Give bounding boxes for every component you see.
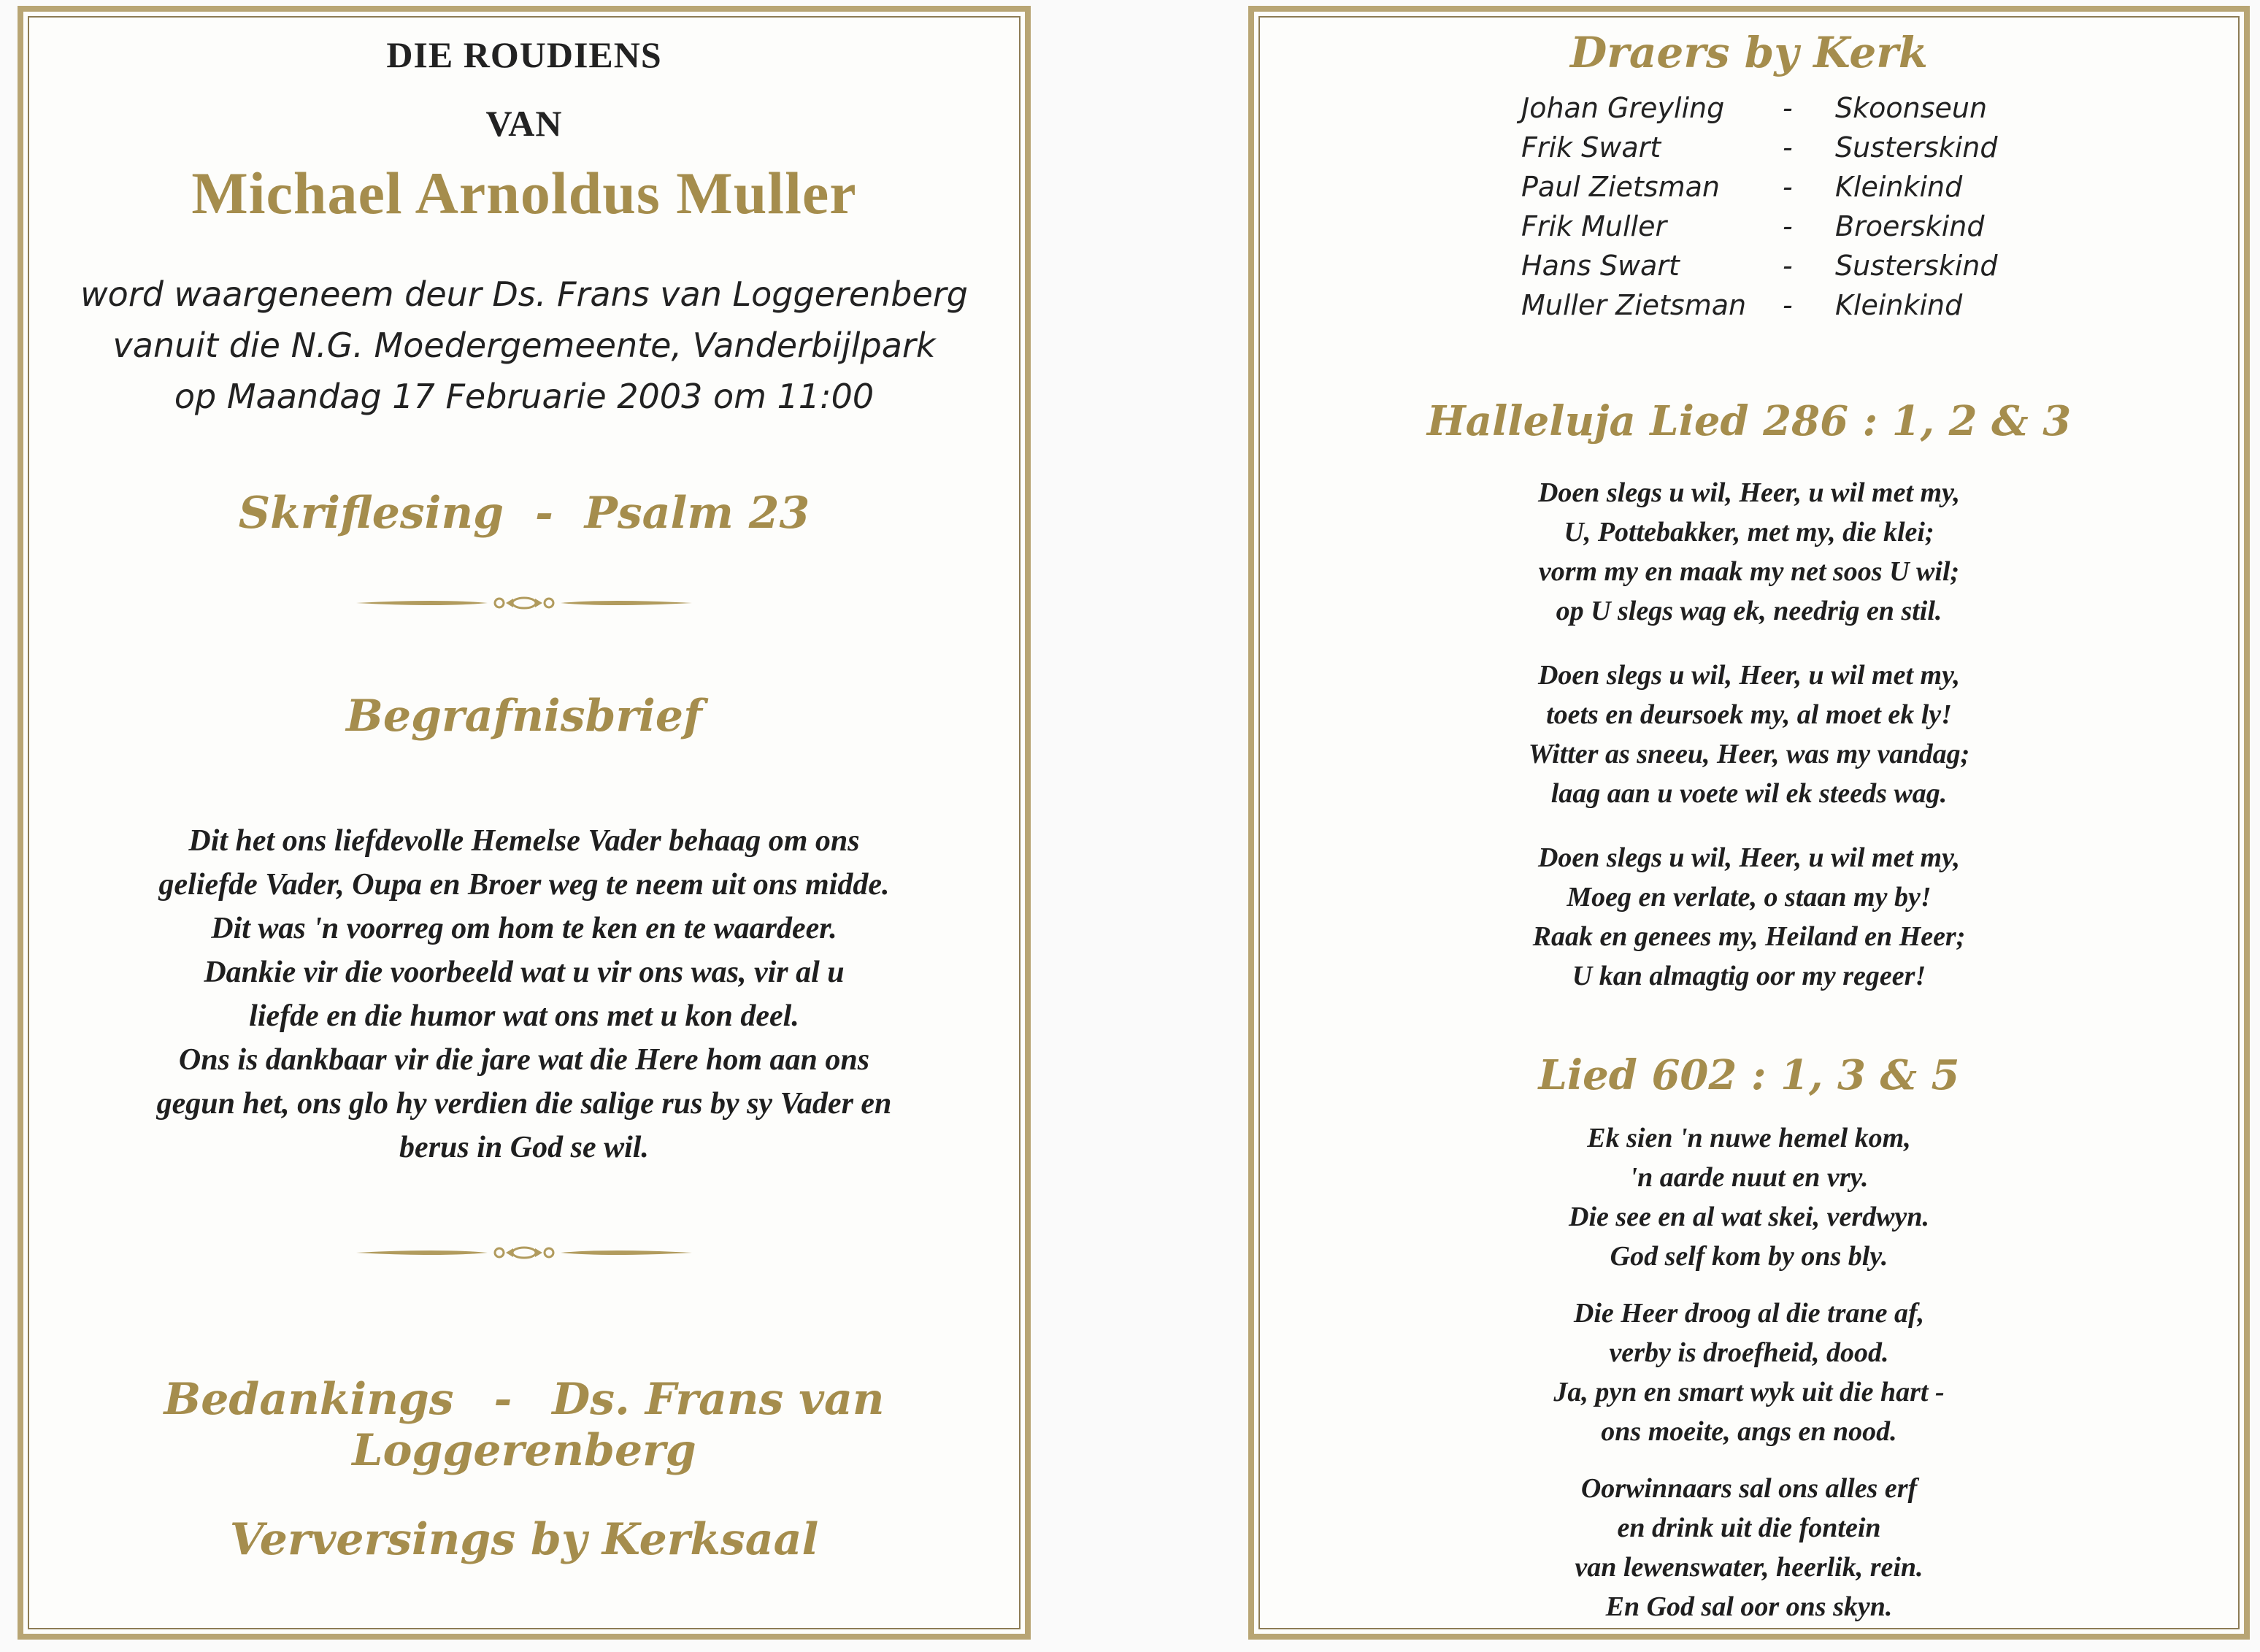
- letter-line: liefde en die humor wat ons met u kon deel.: [249, 999, 799, 1033]
- pallbearer-dash: -: [1783, 250, 1793, 282]
- list-item: [1521, 131, 2032, 171]
- verse-line: Ek sien 'n nuwe hemel kom,: [1587, 1123, 1911, 1153]
- verse-line: van lewenswater, heerlik, rein.: [1575, 1552, 1923, 1583]
- verse-line: ons moeite, angs en nood.: [1601, 1416, 1897, 1447]
- pallbearers-list: [1521, 92, 2032, 329]
- letter-line: gegun het, ons glo hy verdien die salige rus by sy Vader en: [156, 1087, 892, 1121]
- pallbearer-dash: -: [1783, 210, 1793, 242]
- verse-line: vorm my en maak my net soos U wil;: [1538, 556, 1960, 587]
- list-item: [1521, 92, 2032, 131]
- verse-line: en drink uit die fontein: [1617, 1513, 1881, 1543]
- letter-line: Dankie vir die voorbeeld wat u vir ons was, vir al u: [204, 956, 845, 989]
- thanks: [23, 1374, 1025, 1476]
- pallbearer-dash: -: [1783, 92, 1793, 124]
- verse-line: Raak en genees my, Heiland en Heer;: [1532, 921, 1966, 952]
- verse-line: verby is droefheid, dood.: [1609, 1337, 1889, 1368]
- ornament-divider-icon: [356, 588, 692, 618]
- heading-line-1: DIE ROUDIENS: [386, 34, 662, 75]
- verse-line: U kan almagtig oor my regeer!: [1572, 961, 1926, 991]
- letter-line: berus in God se wil.: [399, 1131, 649, 1164]
- thanks-by: Ds. Frans van Loggerenberg: [352, 1374, 885, 1476]
- deceased-name: Michael Arnoldus Muller: [191, 160, 857, 226]
- scripture-dash: -: [534, 488, 553, 539]
- pallbearer-name: Johan Greyling: [1521, 92, 1725, 124]
- letter-title: Begrafnisbrief: [346, 691, 702, 742]
- verse-line: op U slegs wag ek, needrig en stil.: [1556, 596, 1942, 626]
- verse-line: Moeg en verlate, o staan my by!: [1567, 882, 1932, 913]
- heading-line-2: VAN: [485, 103, 563, 144]
- verse-line: Doen slegs u wil, Heer, u wil met my,: [1537, 660, 1961, 691]
- pallbearer-dash: -: [1783, 289, 1793, 321]
- verse-line: Die Heer droog al die trane af,: [1573, 1298, 1925, 1329]
- verse-line: toets en deursoek my, al moet ek ly!: [1546, 699, 1952, 730]
- verse-line: En God sal oor ons skyn.: [1605, 1591, 1893, 1622]
- pallbearer-relation: Susterskind: [1835, 250, 1998, 282]
- service-line: op Maandag 17 Februarie 2003 om 11:00: [174, 377, 875, 416]
- thanks-label: Bedankings: [164, 1374, 454, 1425]
- verse-line: 'n aarde nuut en vry.: [1629, 1162, 1869, 1193]
- pallbearer-relation: Skoonseun: [1835, 92, 1988, 124]
- letter-line: Dit was 'n voorreg om hom te ken en te waardeer.: [211, 912, 837, 945]
- thanks-dash: -: [493, 1374, 512, 1425]
- verse-line: Ja, pyn en smart wyk uit die hart -: [1553, 1377, 1945, 1407]
- left-page: [18, 6, 1031, 1640]
- list-item: [1521, 210, 2032, 250]
- verse-line: Doen slegs u wil, Heer, u wil met my,: [1537, 842, 1961, 873]
- verse-line: God self kom by ons bly.: [1610, 1241, 1888, 1272]
- list-item: [1521, 289, 2032, 329]
- service-line: word waargeneem deur Ds. Frans van Loggerenberg: [80, 274, 968, 314]
- hymn-1-title: Halleluja Lied 286 : 1, 2 & 3: [1426, 397, 2072, 445]
- scripture-psalm: Psalm 23: [584, 488, 810, 539]
- hymn-2-verse-1: [1254, 1118, 2244, 1276]
- letter-line: geliefde Vader, Oupa en Broer weg te neem uit ons midde.: [158, 868, 890, 902]
- verse-line: Oorwinnaars sal ons alles erf: [1580, 1473, 1918, 1504]
- letter-line: Dit het ons liefdevolle Hemelse Vader behaag om ons: [188, 824, 860, 858]
- pallbearer-name: Hans Swart: [1521, 250, 1680, 282]
- verse-line: laag aan u voete wil ek steeds wag.: [1550, 778, 1948, 809]
- list-item: [1521, 250, 2032, 289]
- pallbearer-name: Frik Muller: [1521, 210, 1667, 242]
- pallbearer-relation: Broerskind: [1835, 210, 1985, 242]
- hymn-1-verse-2: [1254, 656, 2244, 813]
- scripture-label: Skriflesing: [238, 488, 504, 539]
- pallbearer-name: Paul Zietsman: [1521, 171, 1720, 203]
- pallbearer-dash: -: [1783, 171, 1793, 203]
- pallbearer-dash: -: [1783, 131, 1793, 164]
- right-page: [1248, 6, 2250, 1640]
- hymn-1-verse-1: [1254, 473, 2244, 631]
- letter-line: Ons is dankbaar vir die jare wat die Here hom aan ons: [178, 1043, 870, 1077]
- hymn-2-verse-2: [1254, 1294, 2244, 1451]
- hymn-2-verse-3: [1254, 1469, 2244, 1626]
- service-line: vanuit die N.G. Moedergemeente, Vanderbijlpark: [112, 326, 936, 365]
- ornament-divider-icon: [356, 1238, 692, 1267]
- pallbearer-name: Frik Swart: [1521, 131, 1661, 164]
- hymn-1-verse-3: [1254, 838, 2244, 996]
- pallbearer-relation: Kleinkind: [1835, 289, 1963, 321]
- verse-line: Die see en al wat skei, verdwyn.: [1569, 1202, 1929, 1232]
- service-details: [23, 269, 1025, 422]
- funeral-letter: [23, 819, 1025, 1169]
- scripture-reading: [23, 488, 1025, 539]
- pallbearer-relation: Kleinkind: [1835, 171, 1963, 203]
- pallbearer-name: Muller Zietsman: [1521, 289, 1747, 321]
- pallbearers-title: Draers by Kerk: [1570, 28, 1928, 77]
- verse-line: Witter as sneeu, Heer, was my vandag;: [1528, 739, 1970, 769]
- verse-line: Doen slegs u wil, Heer, u wil met my,: [1537, 477, 1961, 508]
- verse-line: U, Pottebakker, met my, die klei;: [1564, 517, 1934, 548]
- hymn-2-title: Lied 602 : 1, 3 & 5: [1538, 1051, 1960, 1099]
- refreshments: Verversings by Kerksaal: [229, 1514, 819, 1565]
- list-item: [1521, 171, 2032, 210]
- pallbearer-relation: Susterskind: [1835, 131, 1998, 164]
